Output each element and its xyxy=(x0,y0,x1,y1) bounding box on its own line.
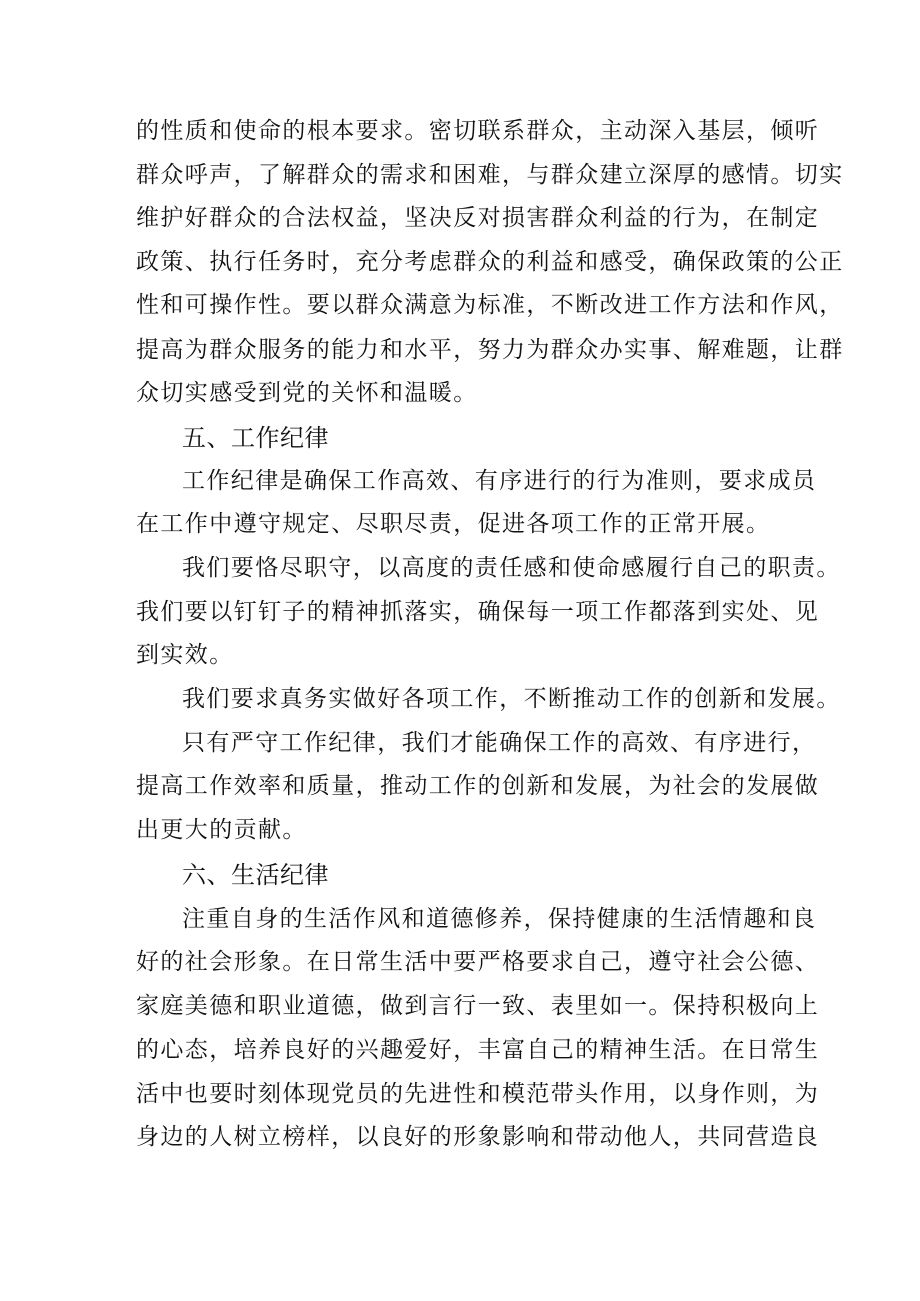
body-line: 众切实感受到党的关怀和温暖。 xyxy=(136,380,478,406)
body-line: 身边的人树立榜样，以良好的形象影响和带动他人，共同营造良 xyxy=(136,1124,820,1150)
body-line: 到实效。 xyxy=(136,642,234,668)
body-line: 活中也要时刻体现党员的先进性和模范带头作用，以身作则，为 xyxy=(136,1081,820,1107)
body-line: 的心态，培养良好的兴趣爱好，丰富自己的精神生活。在日常生 xyxy=(136,1037,820,1063)
body-line: 的性质和使命的根本要求。密切联系群众，主动深入基层，倾听 xyxy=(136,118,820,144)
section-heading: 五、工作纪律 xyxy=(182,424,329,452)
body-line: 政策、执行任务时，充分考虑群众的利益和感受，确保政策的公正 xyxy=(136,249,844,275)
body-line: 提高为群众服务的能力和水平，努力为群众办实事、解难题，让群 xyxy=(136,337,844,363)
section-heading: 六、生活纪律 xyxy=(182,861,329,889)
body-line: 我们要以钉钉子的精神抓落实，确保每一项工作都落到实处、见 xyxy=(136,599,820,625)
paragraph-first-line: 只有严守工作纪律，我们才能确保工作的高效、有序进行， xyxy=(182,730,817,756)
body-line: 家庭美德和职业道德，做到言行一致、表里如一。保持积极向上 xyxy=(136,993,820,1019)
body-line: 在工作中遵守规定、尽职尽责，促进各项工作的正常开展。 xyxy=(136,511,771,537)
paragraph-first-line: 工作纪律是确保工作高效、有序进行的行为准则，要求成员 xyxy=(182,468,817,494)
body-line: 好的社会形象。在日常生活中要严格要求自己，遵守社会公德、 xyxy=(136,949,820,975)
paragraph-first-line: 我们要恪尽职守，以高度的责任感和使命感履行自己的职责。 xyxy=(182,555,841,581)
body-line: 提高工作效率和质量，推动工作的创新和发展，为社会的发展做 xyxy=(136,773,820,799)
body-line: 群众呼声，了解群众的需求和困难，与群众建立深厚的感情。切实 xyxy=(136,162,844,188)
paragraph-first-line: 我们要求真务实做好各项工作，不断推动工作的创新和发展。 xyxy=(182,686,841,712)
paragraph-first-line: 注重自身的生活作风和道德修养，保持健康的生活情趣和良 xyxy=(182,906,817,932)
body-line: 性和可操作性。要以群众满意为标准，不断改进工作方法和作风， xyxy=(136,292,844,318)
body-line: 出更大的贡献。 xyxy=(136,817,307,843)
body-line: 维护好群众的合法权益，坚决反对损害群众利益的行为，在制定 xyxy=(136,205,820,231)
